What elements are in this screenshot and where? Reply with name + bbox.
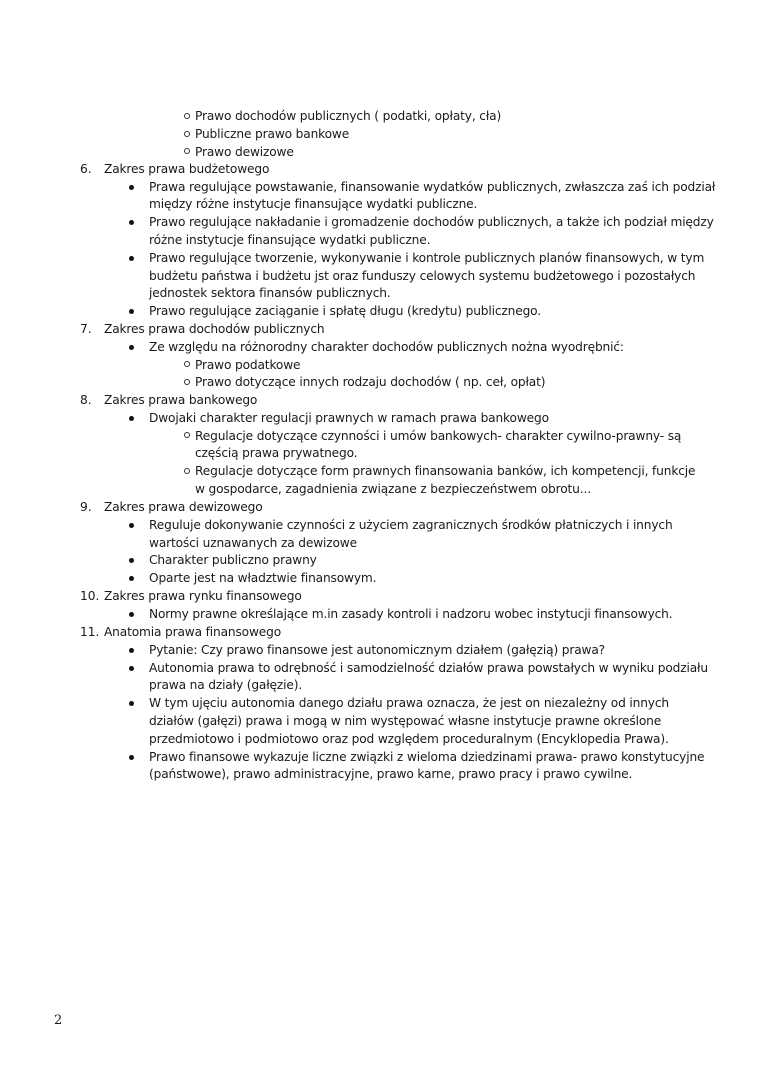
section-number: 6. (80, 162, 92, 176)
section-heading: Zakres prawa dochodów publicznych (104, 322, 325, 336)
section-number: 7. (80, 322, 92, 336)
text-line: Prawo regulujące nakładanie i gromadzenie dochodów publicznych, a także ich podział między (149, 215, 714, 229)
page-number: 2 (54, 1013, 63, 1028)
bullet-icon (129, 648, 134, 653)
text-line: jednostek sektora finansów publicznych. (149, 286, 391, 300)
text-line: różne instytucje finansujące wydatki publiczne. (149, 233, 431, 247)
section-number: 10. (80, 589, 100, 603)
section-number: 8. (80, 393, 92, 407)
bullet-icon (129, 666, 134, 671)
text-line: Prawo dotyczące innych rodzaju dochodów ( np. ceł, opłat) (195, 375, 546, 389)
text-line: Dwojaki charakter regulacji prawnych w ramach prawa bankowego (149, 411, 549, 425)
bullet-icon (129, 416, 134, 421)
text-line: Ze względu na różnorodny charakter dochodów publicznych nożna wyodrębnić: (149, 340, 624, 354)
bullet-icon (129, 576, 134, 581)
circle-bullet-icon (184, 113, 190, 119)
text-line: Prawo regulujące zaciąganie i spłatę długu (kredytu) publicznego. (149, 304, 541, 318)
text-line: Prawo dewizowe (195, 145, 294, 159)
bullet-icon (129, 523, 134, 528)
text-line: Prawa regulujące powstawanie, finansowanie wydatków publicznych, zwłaszcza zaś ich podział (149, 180, 716, 194)
text-line: Oparte jest na władztwie finansowym. (149, 571, 377, 585)
circle-bullet-icon (184, 432, 190, 438)
text-line: Normy prawne określające m.in zasady kontroli i nadzoru wobec instytucji finansowych. (149, 607, 673, 621)
bullet-icon (129, 558, 134, 563)
bullet-icon (129, 612, 134, 617)
bullet-icon (129, 309, 134, 314)
text-line: Prawo regulujące tworzenie, wykonywanie i kontrole publicznych planów finansowych, w tym (149, 251, 705, 265)
text-line: W tym ujęciu autonomia danego działu prawa oznacza, że jest on niezależny od innych (149, 696, 669, 710)
text-line: wartości uznawanych za dewizowe (149, 536, 357, 550)
text-line: przedmiotowo i podmiotowo oraz pod względem proceduralnym (Encyklopedia Prawa). (149, 732, 669, 746)
circle-bullet-icon (184, 148, 190, 154)
text-line: Autonomia prawa to odrębność i samodzielność działów prawa powstałych w wyniku podziału (149, 661, 708, 675)
section-heading: Zakres prawa bankowego (104, 393, 258, 407)
text-line: Prawo dochodów publicznych ( podatki, opłaty, cła) (195, 109, 502, 123)
circle-bullet-icon (184, 379, 190, 385)
text-line: Prawo finansowe wykazuje liczne związki z wieloma dziedzinami prawa- prawo konstytucyjne (149, 750, 705, 764)
bullet-icon (129, 701, 134, 706)
circle-bullet-icon (184, 131, 190, 137)
section-heading: Anatomia prawa finansowego (104, 625, 282, 639)
bullet-icon (129, 256, 134, 261)
text-line: Regulacje dotyczące form prawnych finansowania banków, ich kompetencji, funkcje (195, 464, 696, 478)
text-line: Regulacje dotyczące czynności i umów bankowych- charakter cywilno-prawny- są (195, 429, 682, 443)
text-line: prawa na działy (gałęzie). (149, 678, 303, 692)
text-line: działów (gałęzi) prawa i mogą w nim występować własne instytucje prawne określone (149, 714, 662, 728)
text-line: częścią prawa prywatnego. (195, 446, 358, 460)
section-heading: Zakres prawa dewizowego (104, 500, 263, 514)
bullet-icon (129, 220, 134, 225)
circle-bullet-icon (184, 468, 190, 474)
bullet-icon (129, 345, 134, 350)
section-heading: Zakres prawa budżetowego (104, 162, 270, 176)
bullet-icon (129, 755, 134, 760)
text-line: (państwowe), prawo administracyjne, prawo karne, prawo pracy i prawo cywilne. (149, 767, 633, 781)
text-line: między różne instytucje finansujące wydatki publiczne. (149, 197, 478, 211)
text-line: Reguluje dokonywanie czynności z użyciem zagranicznych środków płatniczych i innych (149, 518, 673, 532)
section-heading: Zakres prawa rynku finansowego (104, 589, 302, 603)
text-line: Prawo podatkowe (195, 358, 301, 372)
section-number: 9. (80, 500, 92, 514)
text-line: w gospodarce, zagadnienia związane z bezpieczeństwem obrotu... (195, 482, 591, 496)
section-number: 11. (80, 625, 100, 639)
text-line: Charakter publiczno prawny (149, 553, 317, 567)
text-line: Pytanie: Czy prawo finansowe jest autonomicznym działem (gałęzią) prawa? (149, 643, 605, 657)
circle-bullet-icon (184, 361, 190, 367)
text-line: budżetu państwa i budżetu jst oraz funduszy celowych systemu budżetowego i pozostałych (149, 269, 696, 283)
bullet-icon (129, 185, 134, 190)
text-line: Publiczne prawo bankowe (195, 127, 350, 141)
